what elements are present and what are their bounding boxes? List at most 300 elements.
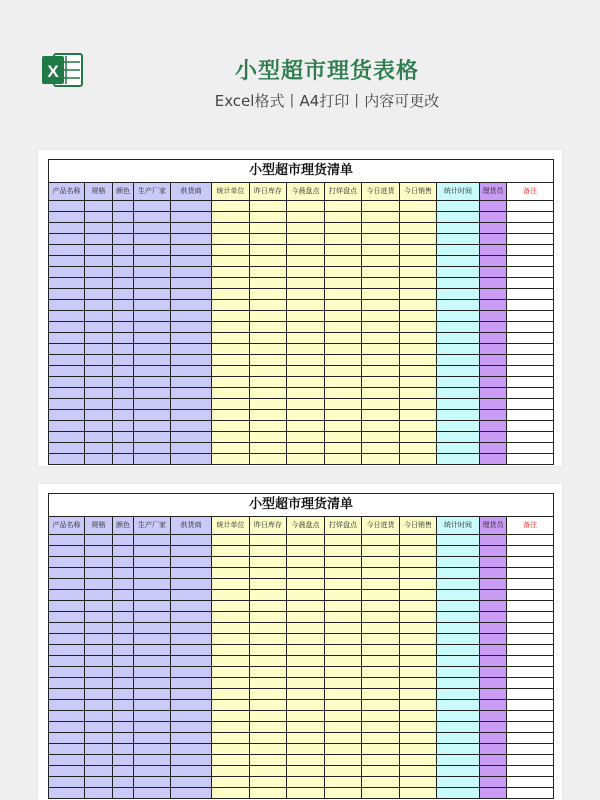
table-cell[interactable]	[171, 333, 212, 344]
table-cell[interactable]	[212, 623, 250, 634]
table-cell[interactable]	[437, 689, 480, 700]
table-cell[interactable]	[400, 623, 437, 634]
table-cell[interactable]	[212, 454, 250, 465]
table-cell[interactable]	[437, 399, 480, 410]
table-cell[interactable]	[85, 667, 113, 678]
table-cell[interactable]	[171, 656, 212, 667]
table-cell[interactable]	[325, 410, 362, 421]
table-cell[interactable]	[437, 557, 480, 568]
table-cell[interactable]	[212, 300, 250, 311]
table-cell[interactable]	[362, 443, 400, 454]
table-cell[interactable]	[325, 300, 362, 311]
table-cell[interactable]	[480, 454, 507, 465]
table-cell[interactable]	[250, 590, 287, 601]
table-cell[interactable]	[171, 212, 212, 223]
table-cell[interactable]	[250, 777, 287, 788]
table-cell[interactable]	[134, 711, 171, 722]
table-cell[interactable]	[480, 733, 507, 744]
table-cell[interactable]	[134, 656, 171, 667]
table-cell[interactable]	[113, 601, 134, 612]
table-cell[interactable]	[400, 601, 437, 612]
table-cell[interactable]	[134, 289, 171, 300]
table-cell[interactable]	[212, 546, 250, 557]
table-cell[interactable]	[507, 278, 554, 289]
table-cell[interactable]	[287, 344, 325, 355]
table-cell[interactable]	[134, 432, 171, 443]
table-cell[interactable]	[85, 755, 113, 766]
table-cell[interactable]	[325, 333, 362, 344]
table-cell[interactable]	[85, 212, 113, 223]
table-cell[interactable]	[507, 454, 554, 465]
table-cell[interactable]	[507, 733, 554, 744]
table-cell[interactable]	[212, 634, 250, 645]
table-cell[interactable]	[113, 645, 134, 656]
table-cell[interactable]	[437, 546, 480, 557]
table-cell[interactable]	[437, 245, 480, 256]
table-cell[interactable]	[250, 267, 287, 278]
table-cell[interactable]	[287, 766, 325, 777]
table-cell[interactable]	[171, 300, 212, 311]
table-cell[interactable]	[171, 645, 212, 656]
table-cell[interactable]	[362, 590, 400, 601]
table-cell[interactable]	[113, 788, 134, 799]
table-cell[interactable]	[437, 421, 480, 432]
table-cell[interactable]	[325, 278, 362, 289]
table-cell[interactable]	[85, 201, 113, 212]
table-cell[interactable]	[325, 766, 362, 777]
table-cell[interactable]	[437, 256, 480, 267]
table-cell[interactable]	[362, 634, 400, 645]
table-cell[interactable]	[480, 755, 507, 766]
table-cell[interactable]	[85, 344, 113, 355]
table-cell[interactable]	[113, 278, 134, 289]
table-cell[interactable]	[325, 245, 362, 256]
table-cell[interactable]	[49, 722, 85, 733]
table-cell[interactable]	[437, 454, 480, 465]
table-cell[interactable]	[480, 711, 507, 722]
table-cell[interactable]	[212, 777, 250, 788]
table-cell[interactable]	[480, 344, 507, 355]
table-cell[interactable]	[134, 322, 171, 333]
table-cell[interactable]	[250, 311, 287, 322]
table-cell[interactable]	[480, 766, 507, 777]
table-cell[interactable]	[250, 601, 287, 612]
table-cell[interactable]	[113, 546, 134, 557]
table-cell[interactable]	[49, 601, 85, 612]
table-cell[interactable]	[85, 788, 113, 799]
table-cell[interactable]	[113, 711, 134, 722]
table-cell[interactable]	[85, 311, 113, 322]
table-cell[interactable]	[507, 289, 554, 300]
table-cell[interactable]	[287, 421, 325, 432]
table-cell[interactable]	[49, 733, 85, 744]
table-cell[interactable]	[507, 722, 554, 733]
table-cell[interactable]	[287, 443, 325, 454]
table-cell[interactable]	[325, 546, 362, 557]
table-cell[interactable]	[362, 256, 400, 267]
table-cell[interactable]	[287, 322, 325, 333]
table-cell[interactable]	[113, 568, 134, 579]
table-cell[interactable]	[400, 711, 437, 722]
table-cell[interactable]	[437, 579, 480, 590]
table-cell[interactable]	[480, 267, 507, 278]
table-cell[interactable]	[325, 601, 362, 612]
table-cell[interactable]	[49, 223, 85, 234]
table-cell[interactable]	[287, 678, 325, 689]
table-cell[interactable]	[212, 311, 250, 322]
table-cell[interactable]	[400, 223, 437, 234]
table-cell[interactable]	[400, 733, 437, 744]
table-cell[interactable]	[400, 333, 437, 344]
table-cell[interactable]	[212, 744, 250, 755]
table-cell[interactable]	[113, 667, 134, 678]
table-cell[interactable]	[134, 421, 171, 432]
table-cell[interactable]	[287, 311, 325, 322]
table-cell[interactable]	[287, 223, 325, 234]
table-cell[interactable]	[113, 443, 134, 454]
table-cell[interactable]	[480, 421, 507, 432]
table-cell[interactable]	[507, 212, 554, 223]
table-cell[interactable]	[171, 289, 212, 300]
table-cell[interactable]	[400, 399, 437, 410]
table-cell[interactable]	[400, 777, 437, 788]
table-cell[interactable]	[400, 788, 437, 799]
table-cell[interactable]	[507, 623, 554, 634]
table-cell[interactable]	[480, 322, 507, 333]
table-cell[interactable]	[212, 256, 250, 267]
table-cell[interactable]	[85, 432, 113, 443]
table-cell[interactable]	[134, 212, 171, 223]
table-cell[interactable]	[287, 289, 325, 300]
table-cell[interactable]	[287, 579, 325, 590]
table-cell[interactable]	[400, 454, 437, 465]
table-cell[interactable]	[480, 623, 507, 634]
table-cell[interactable]	[400, 278, 437, 289]
table-cell[interactable]	[134, 623, 171, 634]
table-cell[interactable]	[171, 201, 212, 212]
table-cell[interactable]	[49, 289, 85, 300]
table-cell[interactable]	[134, 755, 171, 766]
table-cell[interactable]	[362, 311, 400, 322]
table-cell[interactable]	[134, 722, 171, 733]
table-cell[interactable]	[287, 399, 325, 410]
table-cell[interactable]	[480, 410, 507, 421]
table-cell[interactable]	[325, 689, 362, 700]
table-cell[interactable]	[49, 623, 85, 634]
table-cell[interactable]	[362, 300, 400, 311]
table-cell[interactable]	[437, 333, 480, 344]
table-cell[interactable]	[250, 656, 287, 667]
table-cell[interactable]	[287, 388, 325, 399]
table-cell[interactable]	[134, 256, 171, 267]
table-cell[interactable]	[325, 777, 362, 788]
table-cell[interactable]	[113, 223, 134, 234]
table-cell[interactable]	[437, 645, 480, 656]
table-cell[interactable]	[171, 546, 212, 557]
table-cell[interactable]	[250, 410, 287, 421]
table-cell[interactable]	[85, 722, 113, 733]
table-cell[interactable]	[250, 623, 287, 634]
table-cell[interactable]	[437, 634, 480, 645]
table-cell[interactable]	[85, 623, 113, 634]
table-cell[interactable]	[85, 546, 113, 557]
table-cell[interactable]	[325, 256, 362, 267]
table-cell[interactable]	[113, 766, 134, 777]
table-cell[interactable]	[507, 267, 554, 278]
table-cell[interactable]	[287, 212, 325, 223]
table-cell[interactable]	[85, 601, 113, 612]
table-cell[interactable]	[437, 733, 480, 744]
table-cell[interactable]	[480, 366, 507, 377]
table-cell[interactable]	[134, 234, 171, 245]
table-cell[interactable]	[49, 766, 85, 777]
table-cell[interactable]	[134, 744, 171, 755]
table-cell[interactable]	[250, 546, 287, 557]
table-cell[interactable]	[134, 766, 171, 777]
table-cell[interactable]	[400, 421, 437, 432]
table-cell[interactable]	[250, 399, 287, 410]
table-cell[interactable]	[325, 711, 362, 722]
table-cell[interactable]	[212, 399, 250, 410]
table-cell[interactable]	[400, 755, 437, 766]
table-cell[interactable]	[212, 722, 250, 733]
table-cell[interactable]	[362, 344, 400, 355]
table-cell[interactable]	[171, 421, 212, 432]
table-cell[interactable]	[507, 234, 554, 245]
table-cell[interactable]	[400, 388, 437, 399]
table-cell[interactable]	[113, 377, 134, 388]
table-cell[interactable]	[49, 678, 85, 689]
table-cell[interactable]	[400, 355, 437, 366]
table-cell[interactable]	[212, 388, 250, 399]
table-cell[interactable]	[362, 212, 400, 223]
table-cell[interactable]	[134, 678, 171, 689]
table-cell[interactable]	[480, 700, 507, 711]
table-cell[interactable]	[437, 711, 480, 722]
table-cell[interactable]	[480, 355, 507, 366]
table-cell[interactable]	[113, 421, 134, 432]
table-cell[interactable]	[212, 568, 250, 579]
table-cell[interactable]	[437, 300, 480, 311]
table-cell[interactable]	[437, 788, 480, 799]
table-cell[interactable]	[250, 201, 287, 212]
table-cell[interactable]	[437, 766, 480, 777]
table-cell[interactable]	[212, 590, 250, 601]
table-cell[interactable]	[480, 234, 507, 245]
table-cell[interactable]	[85, 645, 113, 656]
table-cell[interactable]	[400, 700, 437, 711]
table-cell[interactable]	[250, 678, 287, 689]
table-cell[interactable]	[400, 366, 437, 377]
table-cell[interactable]	[287, 245, 325, 256]
table-cell[interactable]	[250, 333, 287, 344]
table-cell[interactable]	[171, 311, 212, 322]
table-cell[interactable]	[437, 722, 480, 733]
table-cell[interactable]	[400, 212, 437, 223]
table-cell[interactable]	[507, 689, 554, 700]
table-cell[interactable]	[171, 623, 212, 634]
table-cell[interactable]	[212, 344, 250, 355]
table-cell[interactable]	[113, 366, 134, 377]
table-cell[interactable]	[113, 201, 134, 212]
table-cell[interactable]	[134, 201, 171, 212]
table-cell[interactable]	[212, 535, 250, 546]
table-cell[interactable]	[49, 432, 85, 443]
table-cell[interactable]	[325, 722, 362, 733]
table-cell[interactable]	[113, 355, 134, 366]
table-cell[interactable]	[250, 788, 287, 799]
table-cell[interactable]	[49, 755, 85, 766]
table-cell[interactable]	[134, 667, 171, 678]
table-cell[interactable]	[250, 212, 287, 223]
table-cell[interactable]	[400, 546, 437, 557]
table-cell[interactable]	[362, 733, 400, 744]
table-cell[interactable]	[287, 535, 325, 546]
table-cell[interactable]	[250, 388, 287, 399]
table-cell[interactable]	[212, 612, 250, 623]
table-cell[interactable]	[49, 388, 85, 399]
table-cell[interactable]	[480, 744, 507, 755]
table-cell[interactable]	[362, 744, 400, 755]
table-cell[interactable]	[400, 234, 437, 245]
table-cell[interactable]	[171, 744, 212, 755]
table-cell[interactable]	[437, 612, 480, 623]
table-cell[interactable]	[134, 590, 171, 601]
table-cell[interactable]	[287, 623, 325, 634]
table-cell[interactable]	[437, 755, 480, 766]
table-cell[interactable]	[480, 443, 507, 454]
table-cell[interactable]	[437, 410, 480, 421]
table-cell[interactable]	[250, 344, 287, 355]
table-cell[interactable]	[437, 601, 480, 612]
table-cell[interactable]	[212, 366, 250, 377]
table-cell[interactable]	[362, 678, 400, 689]
table-cell[interactable]	[171, 722, 212, 733]
table-cell[interactable]	[113, 700, 134, 711]
table-cell[interactable]	[437, 432, 480, 443]
table-cell[interactable]	[287, 645, 325, 656]
table-cell[interactable]	[134, 344, 171, 355]
table-cell[interactable]	[171, 377, 212, 388]
table-cell[interactable]	[250, 722, 287, 733]
table-cell[interactable]	[49, 322, 85, 333]
table-cell[interactable]	[134, 443, 171, 454]
table-cell[interactable]	[437, 700, 480, 711]
table-cell[interactable]	[362, 322, 400, 333]
table-cell[interactable]	[507, 366, 554, 377]
table-cell[interactable]	[507, 432, 554, 443]
table-cell[interactable]	[250, 711, 287, 722]
table-cell[interactable]	[437, 667, 480, 678]
table-cell[interactable]	[437, 223, 480, 234]
table-cell[interactable]	[113, 634, 134, 645]
table-cell[interactable]	[480, 612, 507, 623]
table-cell[interactable]	[212, 322, 250, 333]
table-cell[interactable]	[250, 579, 287, 590]
table-cell[interactable]	[212, 678, 250, 689]
table-cell[interactable]	[362, 201, 400, 212]
table-cell[interactable]	[49, 399, 85, 410]
table-cell[interactable]	[171, 234, 212, 245]
table-cell[interactable]	[85, 421, 113, 432]
table-cell[interactable]	[287, 410, 325, 421]
table-cell[interactable]	[171, 755, 212, 766]
table-cell[interactable]	[113, 612, 134, 623]
table-cell[interactable]	[113, 689, 134, 700]
table-cell[interactable]	[49, 711, 85, 722]
table-cell[interactable]	[171, 733, 212, 744]
table-cell[interactable]	[287, 366, 325, 377]
table-cell[interactable]	[212, 645, 250, 656]
table-cell[interactable]	[171, 535, 212, 546]
table-cell[interactable]	[85, 557, 113, 568]
table-cell[interactable]	[171, 601, 212, 612]
table-cell[interactable]	[362, 612, 400, 623]
table-cell[interactable]	[113, 623, 134, 634]
table-cell[interactable]	[325, 454, 362, 465]
table-cell[interactable]	[437, 344, 480, 355]
table-cell[interactable]	[287, 355, 325, 366]
table-cell[interactable]	[134, 535, 171, 546]
table-cell[interactable]	[113, 557, 134, 568]
table-cell[interactable]	[287, 612, 325, 623]
table-cell[interactable]	[85, 777, 113, 788]
table-cell[interactable]	[400, 689, 437, 700]
table-cell[interactable]	[480, 667, 507, 678]
table-cell[interactable]	[507, 410, 554, 421]
table-cell[interactable]	[507, 590, 554, 601]
table-cell[interactable]	[325, 289, 362, 300]
table-cell[interactable]	[362, 388, 400, 399]
table-cell[interactable]	[250, 733, 287, 744]
table-cell[interactable]	[212, 755, 250, 766]
table-cell[interactable]	[437, 355, 480, 366]
table-cell[interactable]	[437, 568, 480, 579]
table-cell[interactable]	[212, 667, 250, 678]
table-cell[interactable]	[325, 421, 362, 432]
table-cell[interactable]	[480, 535, 507, 546]
table-cell[interactable]	[134, 579, 171, 590]
table-cell[interactable]	[171, 777, 212, 788]
table-cell[interactable]	[250, 234, 287, 245]
table-cell[interactable]	[287, 234, 325, 245]
table-cell[interactable]	[134, 568, 171, 579]
table-cell[interactable]	[362, 377, 400, 388]
table-cell[interactable]	[400, 645, 437, 656]
table-cell[interactable]	[250, 355, 287, 366]
table-cell[interactable]	[49, 443, 85, 454]
table-cell[interactable]	[250, 667, 287, 678]
table-cell[interactable]	[325, 788, 362, 799]
table-cell[interactable]	[437, 234, 480, 245]
table-cell[interactable]	[437, 535, 480, 546]
table-cell[interactable]	[212, 245, 250, 256]
table-cell[interactable]	[250, 443, 287, 454]
table-cell[interactable]	[362, 579, 400, 590]
table-cell[interactable]	[134, 223, 171, 234]
table-cell[interactable]	[325, 377, 362, 388]
table-cell[interactable]	[85, 410, 113, 421]
table-cell[interactable]	[250, 612, 287, 623]
table-cell[interactable]	[437, 377, 480, 388]
table-cell[interactable]	[437, 656, 480, 667]
table-cell[interactable]	[212, 278, 250, 289]
table-cell[interactable]	[480, 557, 507, 568]
table-cell[interactable]	[507, 355, 554, 366]
table-cell[interactable]	[325, 557, 362, 568]
table-cell[interactable]	[250, 377, 287, 388]
table-cell[interactable]	[287, 667, 325, 678]
